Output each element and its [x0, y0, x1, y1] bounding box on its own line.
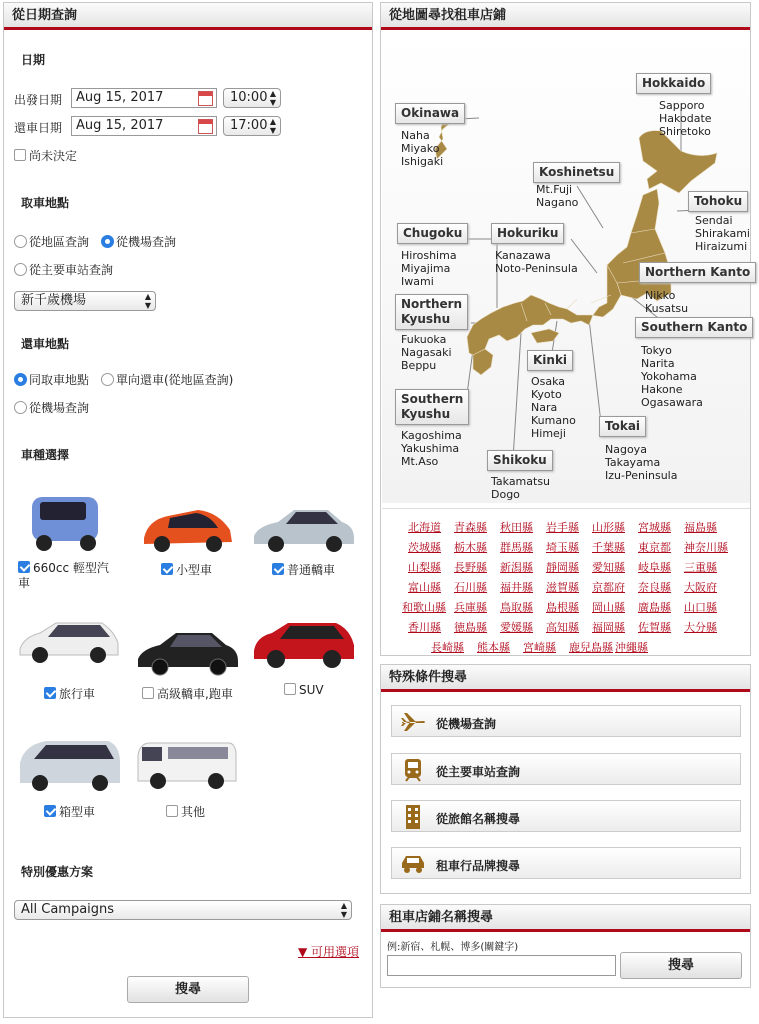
region-cities: Hiroshima Miyajima Iwami: [401, 249, 457, 288]
special-search-title: 特殊條件搜尋: [381, 665, 750, 692]
dropoff-opt-oneway[interactable]: [101, 371, 233, 388]
prefecture-link[interactable]: 東京都: [638, 541, 671, 554]
prefecture-link[interactable]: 福岡縣: [592, 621, 625, 634]
prefecture-link[interactable]: 兵庫縣: [454, 601, 487, 614]
campaign-value: All Campaigns: [21, 902, 115, 917]
car-option-label: 旅行車: [59, 687, 96, 701]
calendar-icon[interactable]: [198, 119, 213, 134]
radio-icon[interactable]: [14, 263, 27, 276]
prefecture-link[interactable]: 宮崎縣: [523, 641, 556, 654]
region-cities: Sapporo Hakodate Shiretoko: [659, 99, 712, 138]
pickup-opt-label: 從機場查詢: [116, 235, 177, 249]
pickup-label: 取車地點: [21, 196, 70, 210]
kei-car-image: [22, 491, 112, 553]
prefecture-link[interactable]: 栃木縣: [454, 541, 487, 554]
prefecture-link[interactable]: 和歌山縣: [402, 601, 446, 614]
station-search-button[interactable]: [391, 753, 741, 785]
campaign-select[interactable]: [14, 900, 352, 920]
return-date-input[interactable]: [71, 116, 217, 136]
region-cities: Nikko Kusatsu: [645, 289, 689, 315]
suv-image: [250, 615, 358, 671]
region-label-hokkaido[interactable]: Hokkaido: [636, 73, 711, 94]
region-cities: Mt.Fuji Nagano: [536, 183, 579, 209]
prefecture-link[interactable]: 奈良縣: [638, 581, 671, 594]
airport-search-button[interactable]: [391, 705, 741, 737]
prefecture-link[interactable]: 岩手縣: [546, 521, 579, 534]
region-cities: Fukuoka Nagasaki Beppu: [401, 333, 452, 372]
dropoff-opt-label: 同取車地點: [29, 373, 90, 387]
prefecture-link[interactable]: 新潟縣: [500, 561, 533, 574]
wagon-image: [16, 611, 122, 667]
date-search-title: 從日期查詢: [4, 3, 372, 30]
return-date-value: Aug 15, 2017: [76, 118, 164, 133]
prefecture-link[interactable]: 福島縣: [684, 521, 717, 534]
prefecture-link[interactable]: 京都府: [592, 581, 625, 594]
prefecture-link[interactable]: 沖繩縣: [615, 641, 648, 654]
pickup-opt-label: 從地區查詢: [29, 235, 90, 249]
region-cities: Takamatsu Dogo: [491, 475, 551, 501]
compact-car-image: [138, 498, 236, 556]
prefecture-links: [382, 508, 750, 655]
prefecture-link[interactable]: 徳島縣: [454, 621, 487, 634]
prefecture-link[interactable]: 鳥取縣: [500, 601, 533, 614]
region-cities: Osaka Kyoto Nara Kumano Himeji: [531, 375, 576, 440]
prefecture-link[interactable]: 佐賀縣: [638, 621, 671, 634]
prefecture-link[interactable]: 福井縣: [500, 581, 533, 594]
car-option-luxury[interactable]: [142, 685, 233, 702]
pickup-airport-select[interactable]: [14, 291, 156, 311]
prefecture-link[interactable]: 山梨縣: [408, 561, 441, 574]
shop-search-example: 例:新宿、札幌、博多(關鍵字): [387, 942, 519, 953]
return-time-select[interactable]: [223, 116, 281, 136]
map-title: 從地圖尋找租車店鋪: [381, 3, 750, 30]
region-label-tohoku[interactable]: Tohoku: [688, 191, 748, 212]
region-label-koshinetsu[interactable]: Koshinetsu: [533, 162, 620, 183]
prefecture-link[interactable]: 埼玉縣: [546, 541, 579, 554]
region-label-southern-kyushu[interactable]: Southern Kyushu: [395, 389, 469, 425]
prefecture-link[interactable]: 秋田縣: [500, 521, 533, 534]
van-image: [16, 733, 124, 795]
region-cities: Kagoshima Yakushima Mt.Aso: [401, 429, 462, 468]
checkbox-icon[interactable]: [14, 149, 26, 161]
prefecture-link[interactable]: 大阪府: [684, 581, 717, 594]
region-label-chugoku[interactable]: Chugoku: [397, 223, 468, 244]
car-option-label: 普通轎車: [287, 563, 336, 577]
pickup-opt-airport[interactable]: [101, 233, 176, 250]
shop-search-input[interactable]: [387, 955, 616, 976]
car-option-van[interactable]: [44, 803, 95, 820]
calendar-icon[interactable]: [198, 91, 213, 106]
checkbox-icon[interactable]: [166, 805, 178, 817]
dropoff-opt-label: 從機場查詢: [29, 401, 90, 415]
prefecture-link[interactable]: 岡山縣: [592, 601, 625, 614]
car-option-compact[interactable]: [161, 561, 212, 578]
shop-search-button[interactable]: 搜尋: [620, 952, 742, 979]
car-icon: [400, 852, 426, 876]
depart-time-value: 10:00: [230, 90, 268, 105]
sedan-image: [250, 498, 358, 556]
depart-date-input[interactable]: [71, 88, 217, 108]
prefecture-link[interactable]: 島根縣: [546, 601, 579, 614]
building-icon: [400, 805, 426, 829]
radio-icon[interactable]: [14, 401, 27, 414]
map-panel: [380, 2, 751, 656]
checkbox-icon[interactable]: [44, 805, 56, 817]
airplane-icon: [400, 710, 426, 734]
car-option-label: 小型車: [176, 563, 213, 577]
region-cities: Tokyo Narita Yokohama Hakone Ogasawara: [641, 344, 703, 409]
prefecture-link[interactable]: 宮城縣: [638, 521, 671, 534]
brand-search-label: 租車行品牌搜尋: [436, 859, 521, 873]
return-label: 還車日期: [14, 121, 63, 135]
prefecture-link[interactable]: 神奈川縣: [684, 541, 728, 554]
prefecture-link[interactable]: 山形縣: [592, 521, 625, 534]
prefecture-link[interactable]: 長崎縣: [431, 641, 464, 654]
brand-search-button[interactable]: [391, 847, 741, 879]
options-link[interactable]: ▼ 可用選項: [298, 945, 360, 959]
car-option-other[interactable]: [166, 803, 205, 820]
checkbox-icon[interactable]: [284, 683, 296, 695]
car-option-label: 箱型車: [59, 805, 96, 819]
luxury-car-image: [134, 623, 242, 677]
pickup-airport-value: 新千歲機場: [21, 293, 87, 308]
prefecture-link[interactable]: 北海道: [408, 521, 441, 534]
hotel-search-button[interactable]: [391, 800, 741, 832]
dropoff-opt-label: 單向還車(從地區查詢): [116, 373, 234, 387]
region-label-hokuriku[interactable]: Hokuriku: [491, 223, 564, 244]
checkbox-icon[interactable]: [142, 687, 154, 699]
pickup-opt-station[interactable]: [14, 261, 113, 278]
prefecture-link[interactable]: 滋賀縣: [546, 581, 579, 594]
region-label-southern-kanto[interactable]: Southern Kanto: [635, 317, 753, 338]
region-label-northern-kanto[interactable]: Northern Kanto: [639, 262, 756, 283]
special-search-panel: [380, 664, 751, 894]
campaign-label: 特別優惠方案: [21, 865, 94, 879]
region-cities: Naha Miyako Ishigaki: [401, 129, 444, 168]
region-label-tokai[interactable]: Tokai: [599, 416, 646, 437]
checkbox-icon[interactable]: [272, 563, 284, 575]
undecided-checkbox[interactable]: [14, 147, 77, 164]
prefecture-link[interactable]: 富山縣: [408, 581, 441, 594]
region-label-northern-kyushu[interactable]: Northern Kyushu: [395, 294, 468, 330]
depart-label: 出發日期: [14, 93, 63, 107]
shop-search-panel: [380, 904, 751, 988]
car-type-label: 車種選擇: [21, 448, 70, 462]
prefecture-link[interactable]: 群馬縣: [500, 541, 533, 554]
pickup-opt-region[interactable]: [14, 233, 89, 250]
car-option-kei[interactable]: [18, 561, 118, 591]
date-search-panel: [3, 2, 373, 1018]
car-option-label: SUV: [299, 683, 324, 697]
prefecture-link[interactable]: 長野縣: [454, 561, 487, 574]
prefecture-link[interactable]: 高知縣: [546, 621, 579, 634]
prefecture-link[interactable]: 靜岡縣: [546, 561, 579, 574]
car-option-sedan[interactable]: [272, 561, 335, 578]
updown-icon: ▲ ▼: [340, 901, 347, 919]
prefecture-link[interactable]: 熊本縣: [477, 641, 510, 654]
prefecture-link[interactable]: 茨城縣: [408, 541, 441, 554]
updown-icon: ▲ ▼: [144, 292, 151, 310]
region-label-okinawa[interactable]: Okinawa: [395, 103, 465, 124]
other-car-image: [134, 735, 240, 793]
radio-icon[interactable]: [14, 373, 27, 386]
checkbox-icon[interactable]: [18, 561, 30, 573]
train-icon: [400, 758, 426, 782]
car-option-wagon[interactable]: [44, 685, 95, 702]
prefecture-link[interactable]: 岐阜縣: [638, 561, 671, 574]
prefecture-link[interactable]: 愛媛縣: [500, 621, 533, 634]
car-option-suv[interactable]: [284, 683, 324, 697]
updown-icon: ▲ ▼: [269, 89, 276, 107]
region-cities: Nagoya Takayama Izu-Peninsula: [605, 443, 678, 482]
radio-icon[interactable]: [14, 235, 27, 248]
return-time-value: 17:00: [230, 118, 268, 133]
updown-icon: ▲ ▼: [269, 117, 276, 135]
date-search-button[interactable]: 搜尋: [127, 976, 249, 1003]
prefecture-link[interactable]: 山口縣: [684, 601, 717, 614]
dropoff-opt-airport[interactable]: [14, 399, 89, 416]
checkbox-icon[interactable]: [44, 687, 56, 699]
car-option-label: 其他: [181, 805, 206, 819]
prefecture-link[interactable]: 青森縣: [454, 521, 487, 534]
undecided-label: 尚未決定: [29, 149, 78, 163]
radio-icon[interactable]: [101, 235, 114, 248]
car-option-label: 高級轎車,跑車: [157, 687, 233, 701]
region-cities: Sendai Shirakami Hiraizumi: [695, 214, 750, 253]
prefecture-link[interactable]: 石川縣: [454, 581, 487, 594]
depart-date-value: Aug 15, 2017: [76, 90, 164, 105]
date-label: 日期: [21, 53, 46, 67]
depart-time-select[interactable]: [223, 88, 281, 108]
shop-search-title: 租車店鋪名稱搜尋: [381, 905, 750, 932]
checkbox-icon[interactable]: [161, 563, 173, 575]
prefecture-link[interactable]: 千葉縣: [592, 541, 625, 554]
prefecture-link[interactable]: 三重縣: [684, 561, 717, 574]
car-option-label: 660cc 輕型汽車: [18, 561, 109, 590]
prefecture-link[interactable]: 愛知縣: [592, 561, 625, 574]
prefecture-link[interactable]: 香川縣: [408, 621, 441, 634]
dropoff-opt-same[interactable]: [14, 371, 89, 388]
prefecture-link[interactable]: 大分縣: [684, 621, 717, 634]
prefecture-link[interactable]: 鹿兒島縣: [569, 641, 613, 654]
region-label-kinki[interactable]: Kinki: [527, 350, 573, 371]
station-search-label: 從主要車站查詢: [436, 765, 521, 779]
dropoff-label: 還車地點: [21, 337, 70, 351]
radio-icon[interactable]: [101, 373, 114, 386]
prefecture-link[interactable]: 廣島縣: [638, 601, 671, 614]
hotel-search-label: 從旅館名稱搜尋: [436, 812, 521, 826]
region-cities: Kanazawa Noto-Peninsula: [495, 249, 578, 275]
pickup-opt-label: 從主要車站查詢: [29, 263, 114, 277]
airport-search-label: 從機場查詢: [436, 717, 497, 731]
region-label-shikoku[interactable]: Shikoku: [487, 450, 553, 471]
